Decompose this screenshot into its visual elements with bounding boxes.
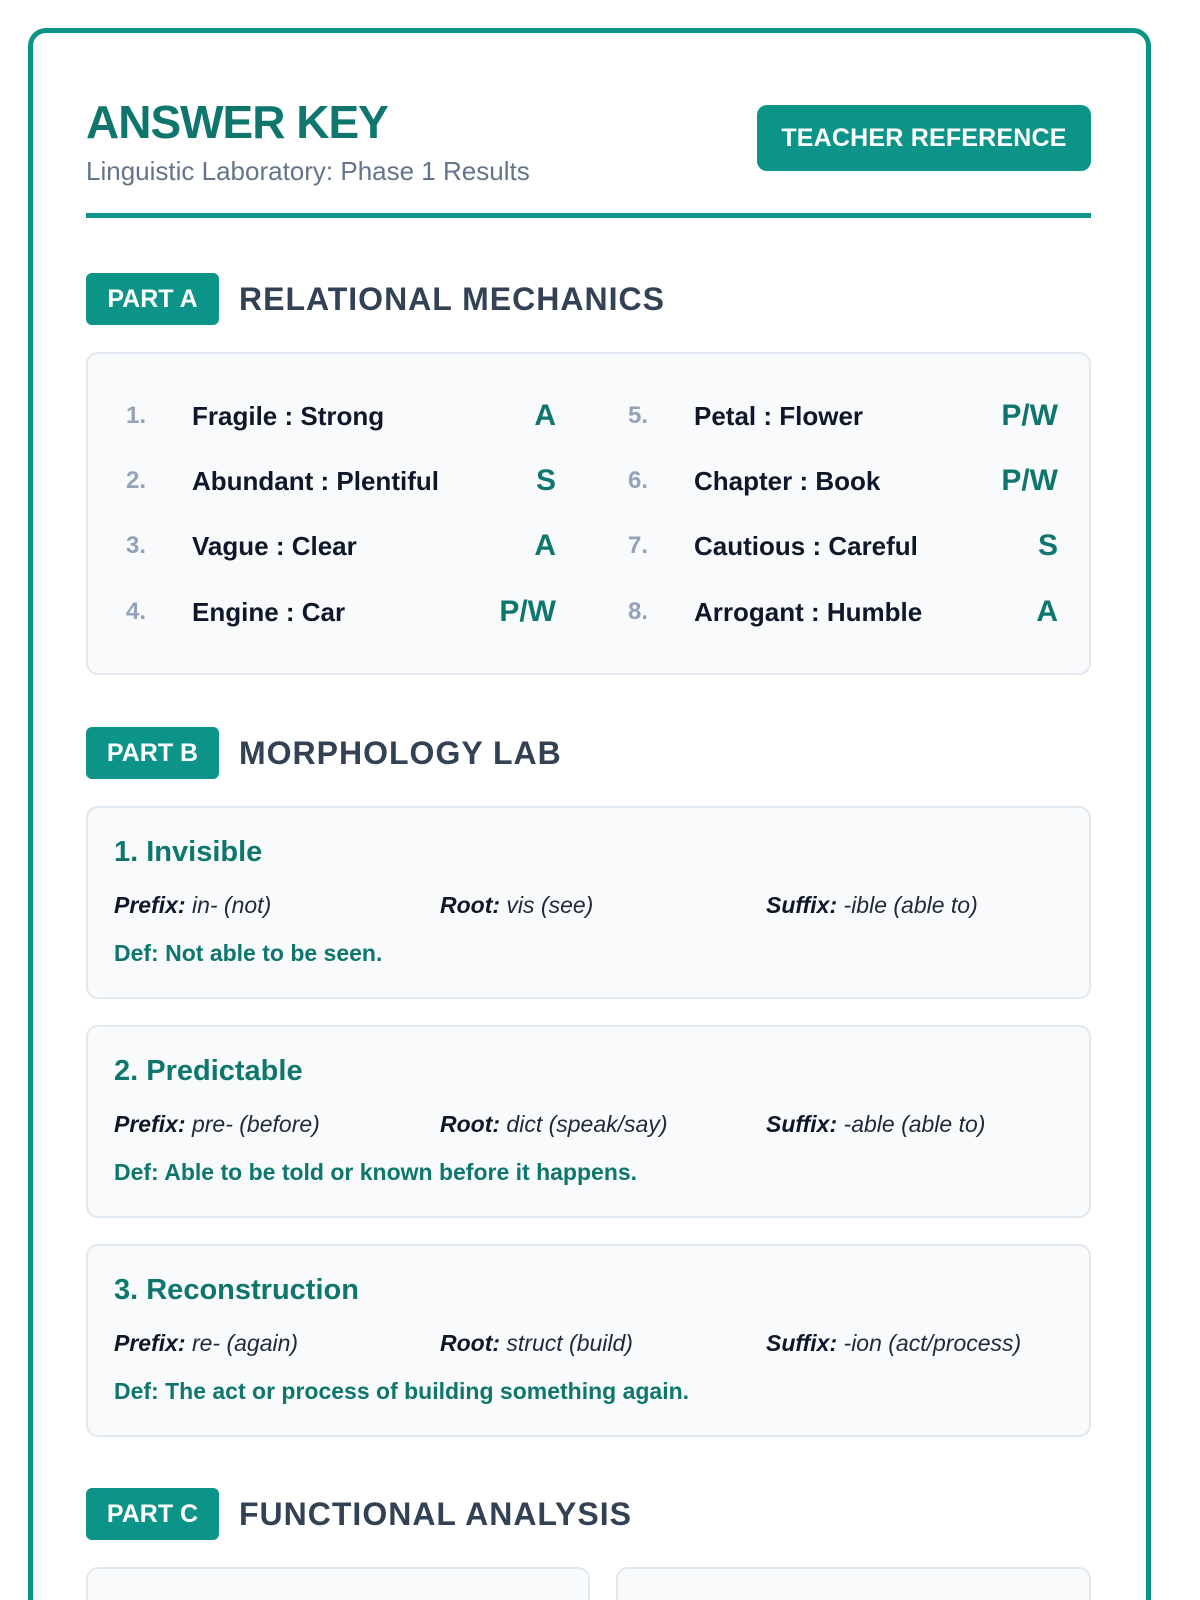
analogy-number: 6. bbox=[628, 467, 649, 494]
suffix-label: Suffix: bbox=[766, 1111, 838, 1137]
suffix-value: -able (able to) bbox=[843, 1111, 986, 1137]
root-value: vis (see) bbox=[506, 892, 594, 918]
page-subtitle: Linguistic Laboratory: Phase 1 Results bbox=[86, 156, 530, 186]
suffix-label: Suffix: bbox=[766, 1330, 838, 1356]
part-b-title: MORPHOLOGY LAB bbox=[239, 734, 562, 771]
word-title: 1. Invisible bbox=[114, 836, 263, 868]
analogy-answer: A bbox=[534, 529, 556, 562]
analogy-item bbox=[628, 461, 1058, 501]
morphology-card bbox=[86, 1025, 1091, 1218]
analogy-pair: Chapter : Book bbox=[694, 465, 881, 496]
prefix-label: Prefix: bbox=[114, 1330, 186, 1356]
part-a-header bbox=[86, 273, 665, 325]
analogy-answer: S bbox=[1037, 529, 1058, 562]
analogy-number: 8. bbox=[628, 598, 649, 625]
prefix bbox=[114, 892, 271, 919]
part-b-badge: PART B bbox=[86, 727, 219, 779]
analogy-number: 1. bbox=[126, 402, 147, 429]
analogy-number: 7. bbox=[628, 532, 649, 559]
word-parts bbox=[114, 1111, 1064, 1143]
prefix-value: pre- (before) bbox=[191, 1111, 320, 1137]
root bbox=[440, 1330, 633, 1357]
part-c-header bbox=[86, 1488, 632, 1540]
part-a-title: RELATIONAL MECHANICS bbox=[239, 280, 665, 317]
prefix-value: re- (again) bbox=[191, 1330, 299, 1356]
root-label: Root: bbox=[440, 1330, 501, 1356]
analogy-pair: Arrogant : Humble bbox=[694, 596, 923, 627]
analogy-number: 2. bbox=[126, 467, 147, 494]
part-c-title: FUNCTIONAL ANALYSIS bbox=[239, 1495, 632, 1532]
word-definition: Def: Not able to be seen. bbox=[114, 940, 383, 966]
analogy-item bbox=[126, 526, 556, 566]
prefix-label: Prefix: bbox=[114, 1111, 186, 1137]
analogy-pair: Fragile : Strong bbox=[192, 400, 385, 431]
root bbox=[440, 1111, 667, 1138]
root-label: Root: bbox=[440, 1111, 501, 1137]
analogy-pair: Engine : Car bbox=[192, 596, 346, 627]
analogy-number: 3. bbox=[126, 532, 147, 559]
prefix bbox=[114, 1111, 320, 1138]
suffix-value: -ible (able to) bbox=[843, 892, 978, 918]
analogy-answer: S bbox=[535, 464, 556, 497]
word-definition: Def: Able to be told or known before it happens. bbox=[114, 1159, 638, 1185]
root bbox=[440, 892, 593, 919]
functional-card-right bbox=[616, 1567, 1091, 1600]
word-title: 2. Predictable bbox=[114, 1055, 303, 1087]
suffix-value: -ion (act/process) bbox=[843, 1330, 1022, 1356]
functional-card-left bbox=[86, 1567, 590, 1600]
prefix-label: Prefix: bbox=[114, 892, 186, 918]
suffix-label: Suffix: bbox=[766, 892, 838, 918]
part-a-badge: PART A bbox=[86, 273, 219, 325]
root-label: Root: bbox=[440, 892, 501, 918]
analogy-pair: Petal : Flower bbox=[694, 400, 864, 431]
word-definition: Def: The act or process of building something again. bbox=[114, 1378, 690, 1404]
morphology-card bbox=[86, 1244, 1091, 1437]
teacher-reference-badge: TEACHER REFERENCE bbox=[757, 105, 1091, 171]
analogy-pair: Abundant : Plentiful bbox=[192, 465, 439, 496]
part-b-header bbox=[86, 727, 562, 779]
analogy-item bbox=[126, 461, 556, 501]
answer-key-sheet bbox=[28, 28, 1151, 1600]
header-divider bbox=[86, 213, 1091, 218]
analogy-item bbox=[628, 396, 1058, 436]
prefix bbox=[114, 1330, 298, 1357]
root-value: struct (build) bbox=[506, 1330, 633, 1356]
analogy-answer: P/W bbox=[499, 595, 556, 628]
analogy-answer: A bbox=[1036, 595, 1058, 628]
analogy-panel bbox=[86, 352, 1091, 675]
morphology-card bbox=[86, 806, 1091, 999]
header bbox=[86, 95, 1091, 215]
analogy-item bbox=[126, 592, 556, 632]
analogy-number: 5. bbox=[628, 402, 649, 429]
analogy-pair: Cautious : Careful bbox=[694, 530, 918, 561]
part-c-badge: PART C bbox=[86, 1488, 219, 1540]
analogy-pair: Vague : Clear bbox=[192, 530, 357, 561]
analogy-item bbox=[628, 526, 1058, 566]
analogy-number: 4. bbox=[126, 598, 147, 625]
word-parts bbox=[114, 1330, 1064, 1362]
prefix-value: in- (not) bbox=[191, 892, 272, 918]
suffix bbox=[766, 1330, 1021, 1357]
word-parts bbox=[114, 892, 1064, 924]
analogy-answer: P/W bbox=[1001, 464, 1058, 497]
suffix bbox=[766, 892, 978, 919]
page-title: ANSWER KEY bbox=[86, 96, 388, 148]
suffix bbox=[766, 1111, 985, 1138]
analogy-answer: A bbox=[534, 399, 556, 432]
root-value: dict (speak/say) bbox=[506, 1111, 668, 1137]
analogy-item bbox=[126, 396, 556, 436]
analogy-answer: P/W bbox=[1001, 399, 1058, 432]
analogy-item bbox=[628, 592, 1058, 632]
word-title: 3. Reconstruction bbox=[114, 1274, 359, 1306]
